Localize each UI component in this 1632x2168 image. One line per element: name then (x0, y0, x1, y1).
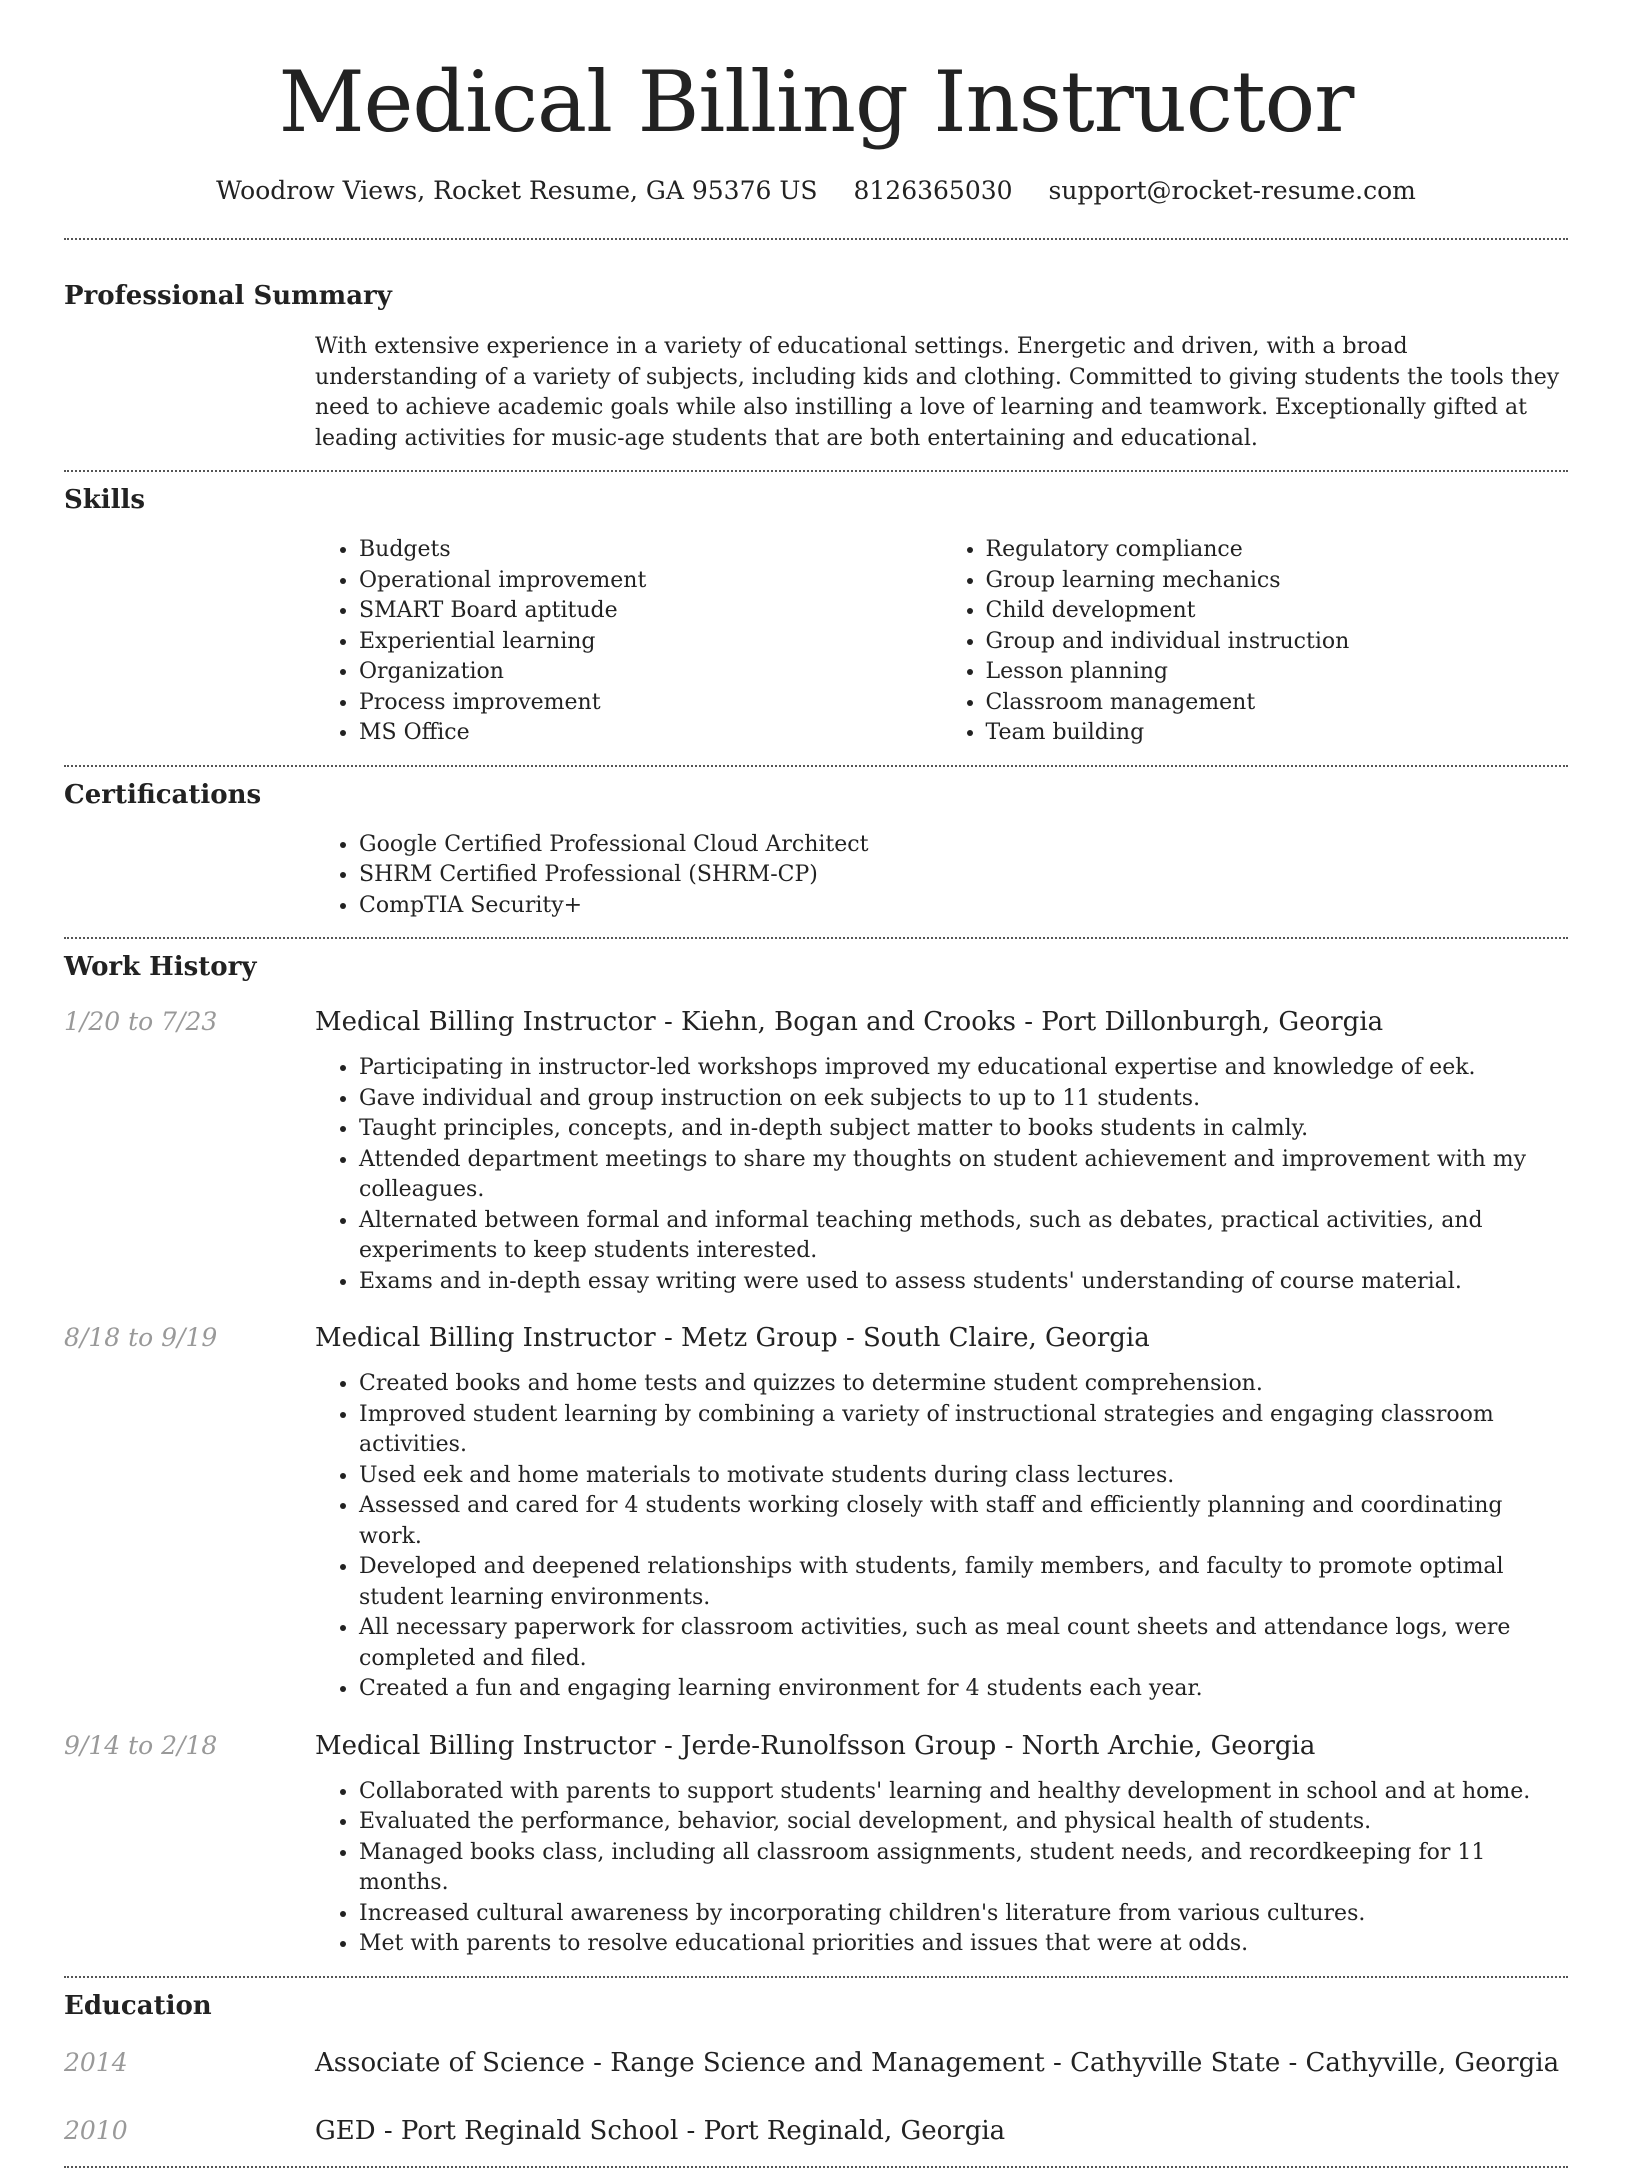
certifications-title: Certifications (64, 779, 262, 810)
education-text: Associate of Science - Range Science and Management - Cathyville State - Cathyville, Georgia (315, 2047, 1560, 2078)
skill-item: • Regulatory compliance (986, 535, 1569, 566)
job-bullet: • Attended department meetings to share my thoughts on student achievement and improvement with my colleagues. (359, 1145, 1568, 1206)
contact-email: support@rocket-resume.com (1048, 176, 1416, 205)
job-bullet: • Improved student learning by combining a variety of instructional strategies and engaging classroom activities. (359, 1400, 1568, 1461)
divider (64, 2166, 1568, 2168)
divider (64, 470, 1568, 472)
contact-line (64, 174, 1568, 208)
skill-item: • Experiential learning (359, 627, 942, 658)
skills-column-left (315, 535, 942, 749)
education-title: Education (64, 1990, 212, 2021)
job-bullet: • Evaluated the performance, behavior, social development, and physical health of students. (359, 1807, 1568, 1838)
education-year: 2014 (64, 2047, 128, 2077)
job-entry (64, 1321, 1568, 1705)
certification-item: • SHRM Certified Professional (SHRM-CP) (359, 860, 1568, 891)
work-history-title: Work History (64, 952, 257, 982)
skill-item: • Team building (986, 718, 1569, 749)
skills-list (315, 535, 1568, 749)
skills-title: Skills (64, 485, 146, 515)
job-bullet: • Increased cultural awareness by incorporating children's literature from various cultures. (359, 1899, 1568, 1930)
certifications-list (315, 830, 1568, 922)
summary-text: With extensive experience in a variety of educational settings. Energetic and driven, with a broad understanding of a variety of subjects, including kids and clothing. Committed to giving students the tools they need to achieve academic goals while also instilling a love of learning and teamwork. Exceptionally gifted at leading activities for music-age students that are both entertaining and educational. (315, 334, 1560, 451)
education-entry (64, 2046, 1568, 2080)
skill-item: • Group and individual instruction (986, 627, 1569, 658)
job-bullets (315, 1053, 1568, 1297)
skill-item: • Process improvement (359, 688, 942, 719)
job-bullet: • Developed and deepened relationships with students, family members, and faculty to promote optimal student learning environments. (359, 1552, 1568, 1613)
job-bullets (315, 1369, 1568, 1705)
job-heading: Medical Billing Instructor - Kiehn, Bogan and Crooks - Port Dillonburgh, Georgia (315, 1007, 1384, 1037)
skill-item: • Group learning mechanics (986, 566, 1569, 597)
job-bullets (315, 1777, 1568, 1960)
skill-item: • Classroom management (986, 688, 1569, 719)
certification-item: • CompTIA Security+ (359, 891, 1568, 922)
contact-address: Woodrow Views, Rocket Resume, GA 95376 US (216, 176, 818, 205)
job-bullet: • Collaborated with parents to support students' learning and healthy development in school and at home. (359, 1777, 1568, 1808)
contact-phone: 8126365030 (853, 176, 1013, 205)
skill-item: • Operational improvement (359, 566, 942, 597)
job-entry (64, 1729, 1568, 1960)
job-bullet: • Created books and home tests and quizzes to determine student comprehension. (359, 1369, 1568, 1400)
job-bullet: • Exams and in-depth essay writing were used to assess students' understanding of course material. (359, 1267, 1568, 1298)
skill-item: • Budgets (359, 535, 942, 566)
job-bullet: • Gave individual and group instruction on eek subjects to up to 11 students. (359, 1084, 1568, 1115)
job-bullet: • All necessary paperwork for classroom activities, such as meal count sheets and attendance logs, were completed and filed. (359, 1613, 1568, 1674)
divider (64, 937, 1568, 939)
job-bullet: • Taught principles, concepts, and in-depth subject matter to books students in calmly. (359, 1114, 1568, 1145)
education-entry (64, 2114, 1568, 2148)
job-bullet: • Managed books class, including all classroom assignments, student needs, and recordkeeping for 11 months. (359, 1838, 1568, 1899)
education-year: 2010 (64, 2115, 128, 2145)
job-bullet: • Created a fun and engaging learning environment for 4 students each year. (359, 1674, 1568, 1705)
job-dates: 9/14 to 2/18 (64, 1730, 218, 1760)
divider (64, 1976, 1568, 1978)
skill-item: • MS Office (359, 718, 942, 749)
job-dates: 1/20 to 7/23 (64, 1007, 218, 1036)
divider (64, 238, 1568, 240)
job-bullet: • Participating in instructor-led workshops improved my educational expertise and knowledge of eek. (359, 1053, 1568, 1084)
education-text: GED - Port Reginald School - Port Reginald, Georgia (315, 2115, 1006, 2146)
job-bullet: • Assessed and cared for 4 students working closely with staff and efficiently planning and coordinating work. (359, 1491, 1568, 1552)
job-bullet: • Used eek and home materials to motivate students during class lectures. (359, 1461, 1568, 1492)
job-heading: Medical Billing Instructor - Metz Group - South Claire, Georgia (315, 1323, 1150, 1353)
divider (64, 765, 1568, 767)
summary-title: Professional Summary (64, 281, 392, 311)
job-bullet: • Met with parents to resolve educational priorities and issues that were at odds. (359, 1929, 1568, 1960)
job-entry (64, 1005, 1568, 1297)
resume-page (64, 0, 1568, 2168)
skills-column-right (942, 535, 1569, 749)
skill-item: • Lesson planning (986, 657, 1569, 688)
skill-item: • Organization (359, 657, 942, 688)
job-bullet: • Alternated between formal and informal teaching methods, such as debates, practical activities, and experiments to keep students interested. (359, 1206, 1568, 1267)
skill-item: • Child development (986, 596, 1569, 627)
job-dates: 8/18 to 9/19 (64, 1323, 218, 1352)
skill-item: • SMART Board aptitude (359, 596, 942, 627)
job-heading: Medical Billing Instructor - Jerde-Runolfsson Group - North Archie, Georgia (315, 1730, 1316, 1761)
resume-name: Medical Billing Instructor (278, 53, 1354, 151)
certification-item: • Google Certified Professional Cloud Architect (359, 830, 1568, 861)
